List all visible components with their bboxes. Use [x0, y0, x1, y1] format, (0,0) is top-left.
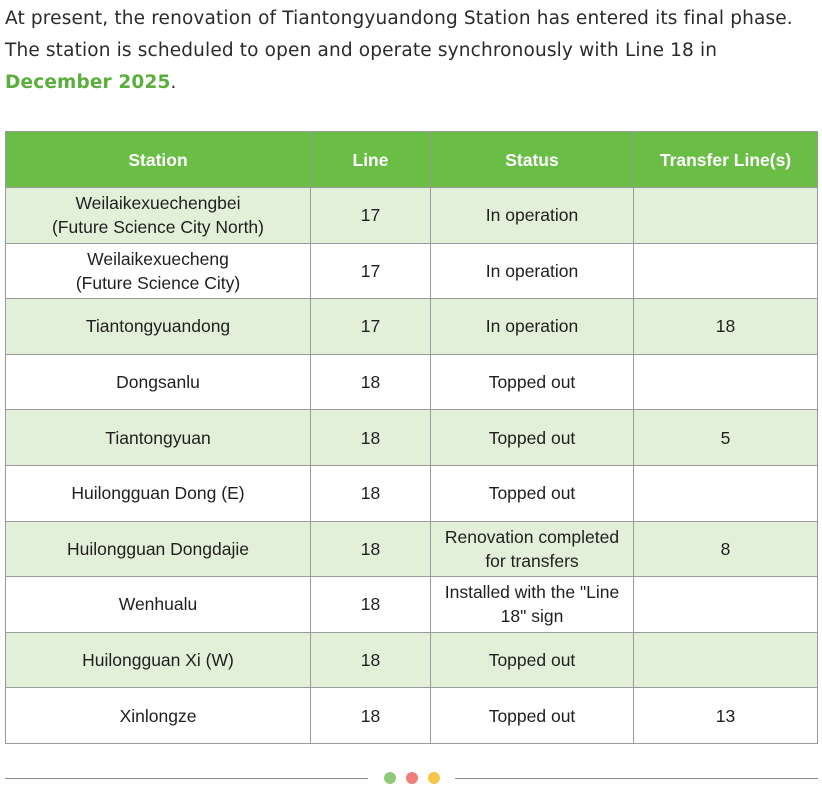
cell-station: Tiantongyuandong: [6, 299, 311, 355]
table-row: [6, 688, 818, 744]
cell-station: Tiantongyuan: [6, 410, 311, 466]
cell-status: Installed with the "Line 18" sign: [431, 577, 634, 633]
cell-station: Huilongguan Dongdajie: [6, 521, 311, 577]
intro-date-highlight: December 2025: [5, 72, 171, 93]
cell-line: 18: [311, 632, 431, 688]
divider-line-right: [455, 778, 818, 779]
cell-status: Topped out: [431, 688, 634, 744]
table-row: [6, 354, 818, 410]
cell-line: 17: [311, 243, 431, 299]
cell-station: Wenhualu: [6, 577, 311, 633]
cell-transfer-lines: [634, 354, 818, 410]
intro-text: At present, the renovation of Tiantongyuandong Station has entered its final phase. The station is scheduled to open and operate synchronously with Line 18 in: [5, 8, 793, 61]
cell-transfer-lines: 18: [634, 299, 818, 355]
cell-transfer-lines: 13: [634, 688, 818, 744]
divider-dot-yellow: [428, 772, 440, 784]
cell-line: 18: [311, 354, 431, 410]
cell-status: Topped out: [431, 410, 634, 466]
table-body: [6, 188, 818, 744]
cell-line: 18: [311, 465, 431, 521]
cell-transfer-lines: 5: [634, 410, 818, 466]
cell-transfer-lines: [634, 188, 818, 244]
cell-station: Weilaikexuechengbei (Future Science City North): [6, 188, 311, 244]
table-row: [6, 521, 818, 577]
cell-status: In operation: [431, 188, 634, 244]
divider-dot-green: [384, 772, 396, 784]
divider-line-left: [5, 778, 368, 779]
table-row: [6, 299, 818, 355]
intro-period: .: [170, 72, 177, 93]
cell-line: 17: [311, 299, 431, 355]
cell-status: Topped out: [431, 632, 634, 688]
header-station: Station: [6, 132, 311, 188]
station-table: [5, 131, 818, 744]
cell-line: 18: [311, 521, 431, 577]
cell-status: Renovation completed for transfers: [431, 521, 634, 577]
cell-transfer-lines: [634, 243, 818, 299]
cell-transfer-lines: [634, 632, 818, 688]
cell-station: Huilongguan Xi (W): [6, 632, 311, 688]
table-header: [6, 132, 818, 188]
cell-status: In operation: [431, 243, 634, 299]
cell-station: Huilongguan Dong (E): [6, 465, 311, 521]
cell-station: Dongsanlu: [6, 354, 311, 410]
cell-line: 18: [311, 410, 431, 466]
table-row: [6, 632, 818, 688]
cell-station: Xinlongze: [6, 688, 311, 744]
table-row: [6, 577, 818, 633]
table-row: [6, 465, 818, 521]
cell-transfer-lines: 8: [634, 521, 818, 577]
cell-station: Weilaikexuecheng (Future Science City): [6, 243, 311, 299]
header-transfer-lines: Transfer Line(s): [634, 132, 818, 188]
header-row: [6, 132, 818, 188]
cell-line: 18: [311, 577, 431, 633]
table-row: [6, 410, 818, 466]
divider-dot-red: [406, 772, 418, 784]
intro-paragraph: [5, 3, 815, 99]
header-line: Line: [311, 132, 431, 188]
table-row: [6, 188, 818, 244]
cell-status: In operation: [431, 299, 634, 355]
cell-status: Topped out: [431, 354, 634, 410]
cell-status: Topped out: [431, 465, 634, 521]
cell-line: 18: [311, 688, 431, 744]
header-status: Status: [431, 132, 634, 188]
cell-transfer-lines: [634, 577, 818, 633]
cell-transfer-lines: [634, 465, 818, 521]
table-row: [6, 243, 818, 299]
cell-line: 17: [311, 188, 431, 244]
